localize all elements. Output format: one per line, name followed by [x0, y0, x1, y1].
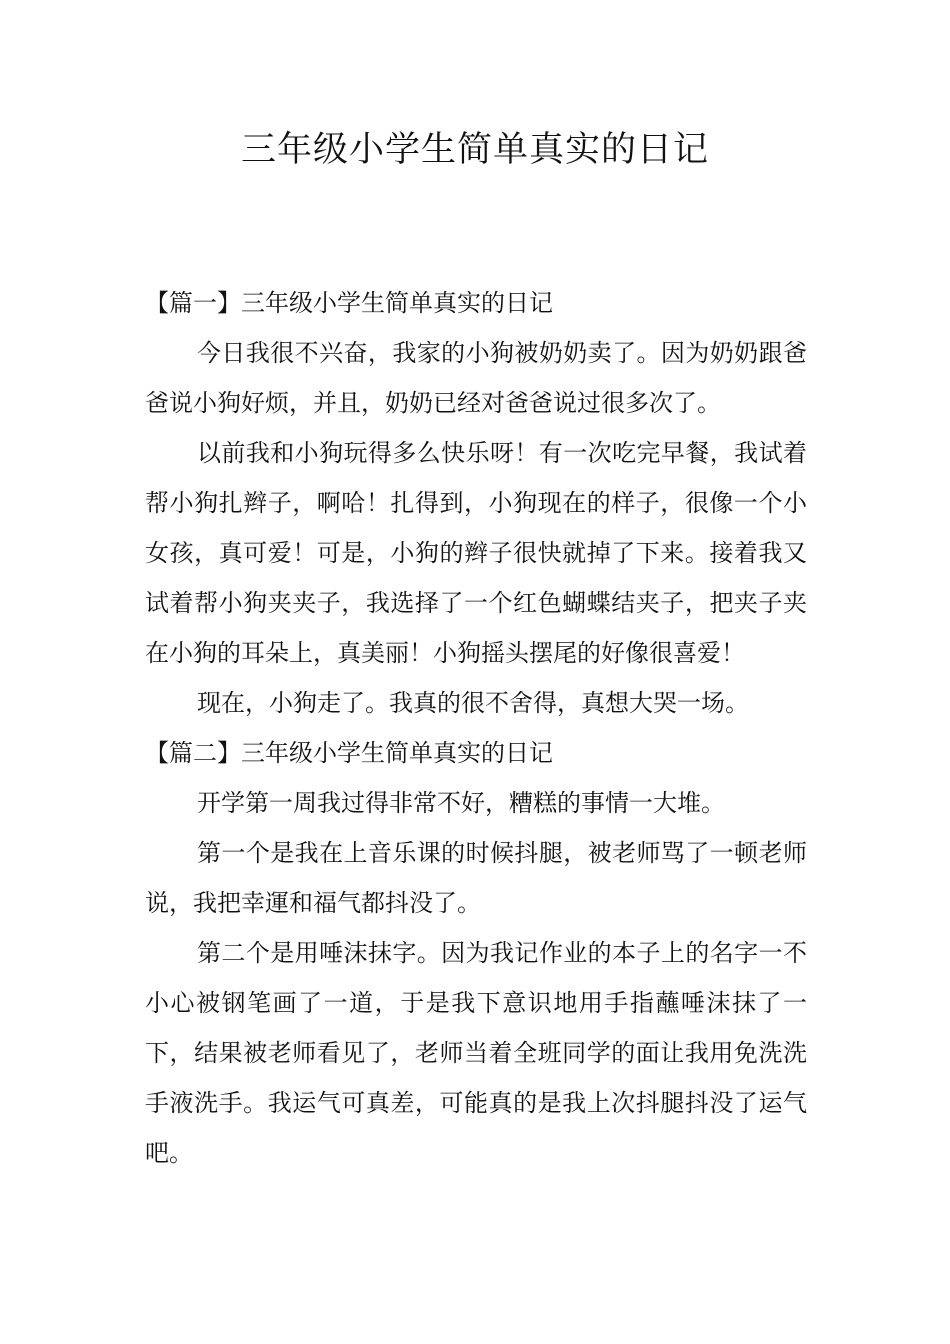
section-heading-2: 【篇二】三年级小学生简单真实的日记: [145, 739, 553, 767]
document-body: [145, 278, 807, 1178]
paragraph-5: 第一个是我在上音乐课的时候抖腿，被老师骂了一顿老师说，我把幸運和福气都抖没了。: [145, 839, 807, 917]
paragraph-3: 现在，小狗走了。我真的很不舍得，真想大哭一场。: [197, 689, 749, 717]
paragraph-1: 今日我很不兴奋，我家的小狗被奶奶卖了。因为奶奶跟爸爸说小狗好烦，并且，奶奶已经对爸爸说过很多次了。: [145, 339, 807, 417]
section-heading-1: 【篇一】三年级小学生简单真实的日记: [145, 289, 553, 317]
document-title: 三年级小学生简单真实的日记: [240, 130, 709, 170]
paragraph-4: 开学第一周我过得非常不好，糟糕的事情一大堆。: [197, 789, 725, 817]
paragraph-6: 第二个是用唾沫抹字。因为我记作业的本子上的名字一不小心被钢笔画了一道，于是我下意识地用手指蘸唾沫抹了一下，结果被老师看见了，老师当着全班同学的面让我用免洗洗手液洗手。我运气可真差，可能真的是我上次抖腿抖没了运气吧。: [145, 939, 807, 1167]
paragraph-2: 以前我和小狗玩得多么快乐呀！有一次吃完早餐，我试着帮小狗扎辫子，啊哈！扎得到，小狗现在的样子，很像一个小女孩，真可爱！可是，小狗的辫子很快就掉了下来。接着我又试着帮小狗夹夹子，我选择了一个红色蝴蝶结夹子，把夹子夹在小狗的耳朵上，真美丽！小狗摇头摆尾的好像很喜爱！: [145, 439, 807, 667]
